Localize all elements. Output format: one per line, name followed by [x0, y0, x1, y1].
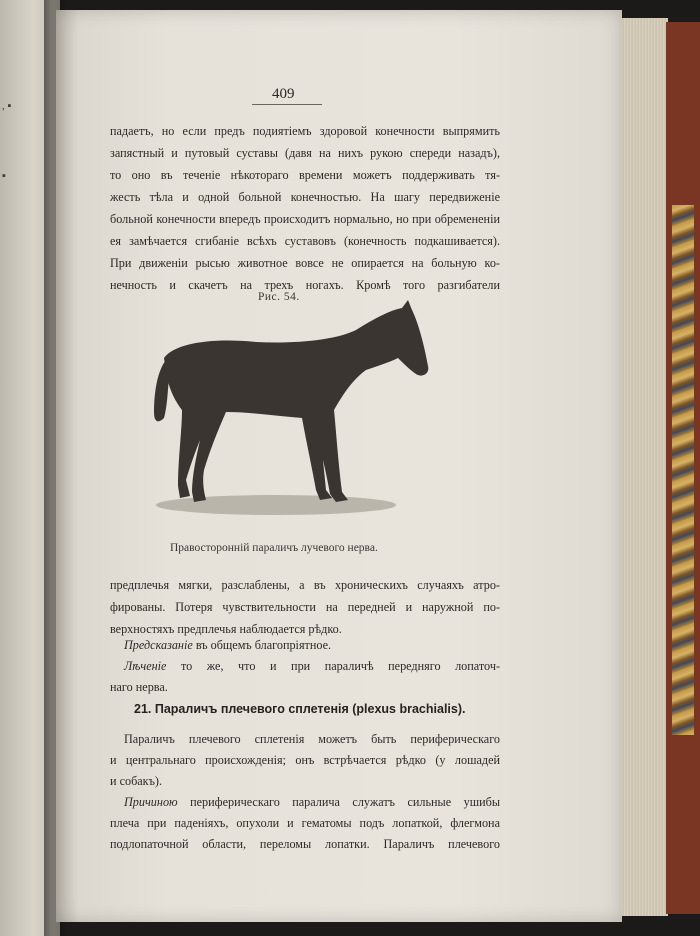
causes-label: Причиною: [124, 795, 178, 809]
text-line: плеча при паденіяхъ, опухоли и гематомы подъ лопаткой, флегмона: [110, 816, 500, 830]
text-line: больной конечности впередъ происходитъ нормально, но при обремененіи: [110, 212, 500, 226]
page-edges: [618, 18, 668, 916]
text-line: ея замѣчается сгибаніе всѣхъ суставовъ (конечность подкашивается).: [110, 234, 500, 248]
treatment-line: [124, 659, 500, 674]
marbled-edge: [672, 205, 694, 735]
left-text-fragment: , ▪: [2, 100, 12, 112]
text-line: При движеніи рысью животное вовсе не опирается на больную ко-: [110, 256, 500, 270]
text-line: и центральнаго происхожденія; онъ встрѣчается рѣдко (у лошадей: [110, 753, 500, 767]
text-line: фированы. Потеря чувствительности на передней и наружной по-: [110, 600, 500, 614]
horse-illustration: [146, 300, 436, 532]
causes-text: периферическаго паралича служатъ сильные ушибы: [190, 795, 501, 809]
prognosis-label: Предсказаніе: [124, 638, 193, 652]
prognosis-line: [124, 638, 500, 653]
text-line: подлопаточной области, переломы лопатки. Параличъ плечевого: [110, 837, 500, 851]
text-line: то оно въ теченіе нѣкотораго времени можетъ поддерживать тя-: [110, 168, 500, 182]
text-line: предплечья мягки, разслаблены, а въ хроническихъ случаяхъ атро-: [110, 578, 500, 592]
text-line: жесть тѣла и одной больной конечностью. На шагу передвиженіе: [110, 190, 500, 204]
figure-caption: Правосторонній параличъ лучевого нерва.: [170, 542, 378, 554]
text-line: нечность и скачетъ на трехъ ногахъ. Кромѣ того разгибатели: [110, 278, 500, 292]
causes-line: [124, 795, 500, 810]
text-line: Параличъ плечевого сплетенія можетъ быть периферическаго: [124, 732, 500, 746]
text-line: верхностяхъ предплечья наблюдается рѣдко.: [110, 622, 342, 636]
figure-label: Рис. 54.: [258, 291, 300, 303]
prognosis-text: въ общемъ благопріятное.: [195, 638, 332, 652]
text-line: наго нерва.: [110, 680, 168, 694]
page-number: 409: [272, 86, 295, 102]
left-text-fragment: ▪: [2, 170, 6, 182]
page-number-rule: [252, 104, 322, 105]
text-line: и собакъ).: [110, 774, 163, 788]
text-line: запястный и путовый суставы (давя на нихъ рукою спереди назадъ),: [110, 146, 500, 160]
treatment-label: Лѣченіе: [124, 659, 167, 673]
text-line: падаетъ, но если предъ подиятіемъ здоровой конечности выпрямить: [110, 124, 500, 138]
treatment-text: то же, что и при параличѣ передняго лопаточ-: [181, 659, 501, 673]
section-heading: 21. Параличъ плечевого сплетенія (plexus brachialis).: [134, 702, 466, 716]
